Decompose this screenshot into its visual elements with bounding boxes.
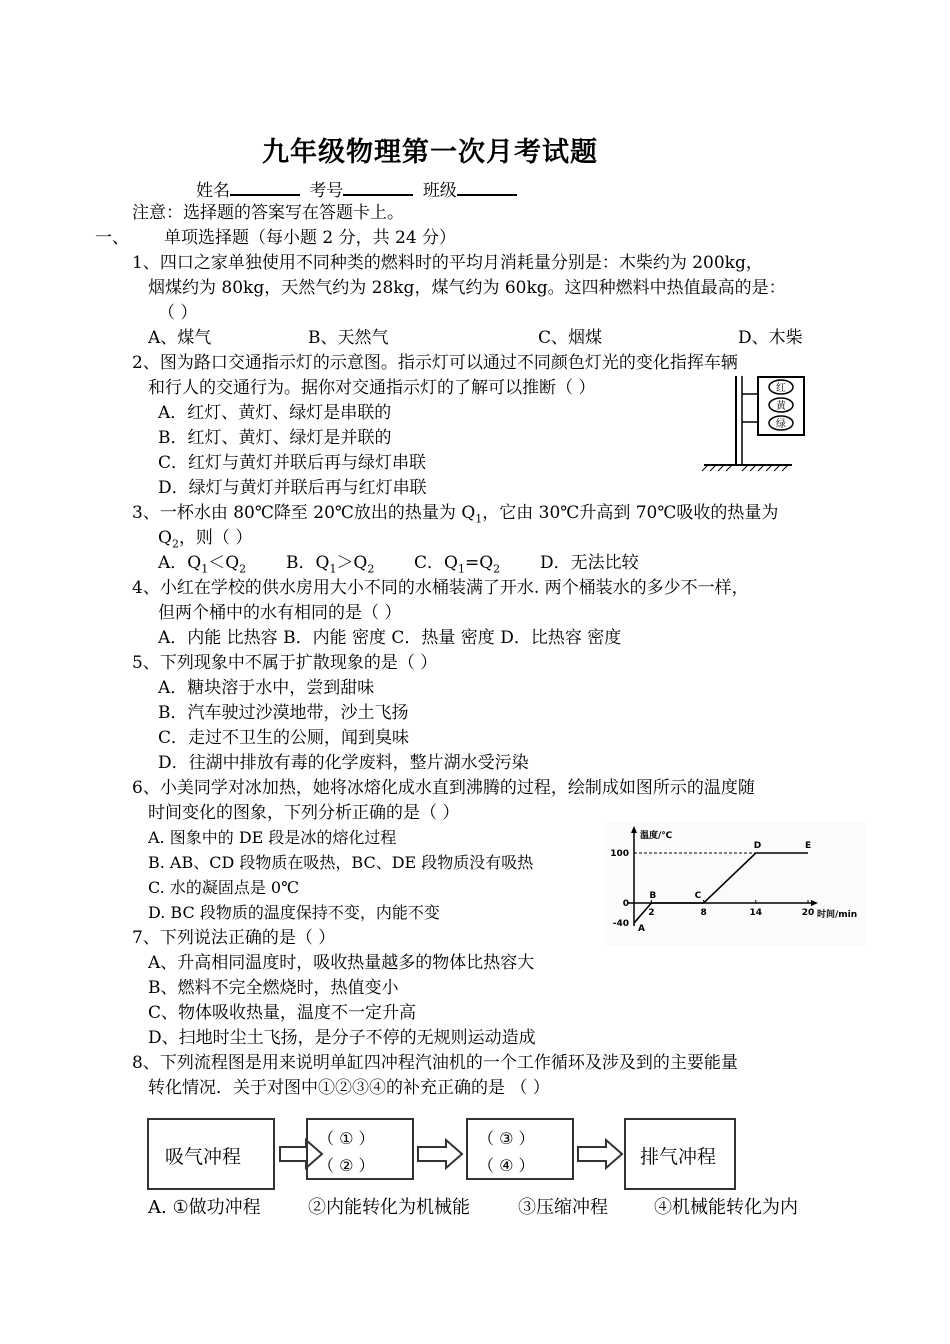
y-tick-label: -40 [612,919,629,929]
temperature-time-chart [604,822,866,946]
q1-option-b: B、天然气 [308,328,389,348]
q8-option-a-part4: ④机械能转化为内 [654,1197,798,1218]
class-blank[interactable] [457,176,517,196]
flow-box-3-top: （ ③ ） [478,1129,535,1148]
q8-option-a-part1: A. ①做功冲程 [148,1197,261,1218]
q6-line2: 时间变化的图象，下列分析正确的是（ ） [148,803,460,823]
y-axis-label: 温度/℃ [640,831,673,841]
flow-box-3-bottom: （ ④ ） [478,1156,535,1175]
name-blank[interactable] [230,176,300,196]
point-label-c: C [694,891,702,901]
q7-option-c: C、物体吸收热量，温度不一定升高 [148,1003,417,1023]
x-tick-label: 8 [700,908,707,918]
q5-line1: 5、下列现象中不属于扩散现象的是（ ） [132,653,438,673]
page-title: 九年级物理第一次月考试题 [262,137,598,168]
student-info-line [196,176,521,203]
point-label-e: E [805,841,812,851]
green-light-label: 绿 [776,419,786,430]
q7-option-a: A、升高相同温度时，吸收热量越多的物体比热容大 [148,953,535,973]
traffic-light-figure [700,372,810,472]
q2-option-b: B．红灯、黄灯、绿灯是并联的 [158,428,392,448]
q5-option-a: A．糖块溶于水中，尝到甜味 [158,678,375,698]
flow-box-intake-label: 吸气冲程 [165,1146,242,1168]
q3-line2: $Q_2$，则（ ） [158,528,253,551]
q2-option-a: A．红灯、黄灯、绿灯是串联的 [158,403,392,423]
x-axis-arrow [811,900,818,906]
q7-option-d: D、扫地时尘土飞扬，是分子不停的无规则运动造成 [148,1028,536,1048]
y-tick-label: 0 [622,899,629,909]
section-heading: 单项选择题（每小题 2 分，共 24 分） [164,228,457,248]
q2-option-d: D．绿灯与黄灯并联后再与红灯串联 [158,478,427,498]
q1-line2: 烟煤约为 80kg，天然气约为 28kg，煤气约为 60kg。这四种燃料中热值最高的是： [148,278,786,298]
q1-line3: （ ） [158,303,198,323]
q5-option-d: D．往湖中排放有毒的化学废料，整片湖水受污染 [158,753,529,773]
x-tick-label: 2 [648,908,655,918]
point-label-d: D [753,841,762,851]
temperature-series-line [634,853,808,923]
q4-line2: 但两个桶中的水有相同的是（ ） [158,603,402,623]
q3-option-b: B．$Q_1>Q_2$ [286,553,375,576]
q4-line1: 4、小红在学校的供水房用大小不同的水桶装满了开水. 两个桶装水的多少不一样， [132,578,749,598]
q6-option-b: B. AB、CD 段物质在吸热，BC、DE 段物质没有吸热 [148,853,534,872]
flow-box-exhaust-label: 排气冲程 [640,1146,717,1168]
flow-box-2-top: （ ① ） [318,1129,375,1148]
q8-line1: 8、下列流程图是用来说明单缸四冲程汽油机的一个工作循环及涉及到的主要能量 [132,1053,738,1073]
exam-note: 注意：选择题的答案写在答题卡上。 [132,203,404,223]
name-label: 姓名 [196,181,230,201]
q1-option-c: C、烟煤 [538,328,603,348]
q1-option-d: D、木柴 [738,328,803,348]
q3-option-c: C．$Q_1=Q_2$ [414,553,501,576]
x-axis-label: 时间/min [817,910,858,920]
x-tick-label: 14 [749,908,763,918]
section-number: 一、 [95,228,129,248]
point-label-b: B [649,891,657,901]
q7-option-b: B、燃料不完全燃烧时，热值变小 [148,978,399,998]
q3-option-a: A．$Q_1<Q_2$ [158,553,247,576]
q6-line1: 6、小美同学对冰加热，她将冰熔化成水直到沸腾的过程，绘制成如图所示的温度随 [132,778,755,798]
flow-box-2-bottom: （ ② ） [318,1156,375,1175]
q3-option-d: D．无法比较 [540,553,639,573]
q8-option-a-part2: ②内能转化为机械能 [308,1197,470,1218]
q5-option-b: B．汽车驶过沙漠地带，沙土飞扬 [158,703,409,723]
y-tick-label: 100 [610,849,629,859]
q8-line2: 转化情况．关于对图中①②③④的补充正确的是 （ ） [148,1078,550,1098]
q6-option-d: D. BC 段物质的温度保持不变，内能不变 [148,903,440,922]
x-tick-label: 20 [801,908,815,918]
point-label-a: A [638,924,645,934]
q7-line1: 7、下列说法正确的是（ ） [132,928,336,948]
q2-line1: 2、图为路口交通指示灯的示意图。指示灯可以通过不同颜色灯光的变化指挥车辆 [132,353,738,373]
red-light-label: 红 [776,383,786,394]
flow-arrow-2 [416,1138,464,1170]
number-blank[interactable] [343,176,413,196]
yellow-light-label: 黄 [776,401,786,412]
q2-option-c: C．红灯与黄灯并联后再与绿灯串联 [158,453,427,473]
q3-line1: 3、一杯水由 80℃降至 20℃放出的热量为 $Q_1$，它由 30℃升高到 70℃吸收的热量为 [132,503,779,526]
q1-line1: 1、四口之家单独使用不同种类的燃料时的平均月消耗量分别是：木柴约为 200kg， [132,253,763,273]
q4-options: A．内能 比热容 B．内能 密度 C．热量 密度 D．比热容 密度 [158,628,622,648]
y-axis-arrow [631,826,637,833]
q1-option-a: A、煤气 [148,328,212,348]
q5-option-c: C．走过不卫生的公厕，闻到臭味 [158,728,410,748]
q8-option-a-part3: ③压缩冲程 [518,1197,608,1218]
number-label: 考号 [309,181,344,201]
class-label: 班级 [422,181,457,201]
q6-option-a: A. 图象中的 DE 段是冰的熔化过程 [148,828,397,847]
flow-arrow-3 [576,1138,624,1170]
q6-option-c: C. 水的凝固点是 0℃ [148,878,300,897]
q2-line2: 和行人的交通行为。据你对交通指示灯的了解可以推断（ ） [148,378,596,398]
